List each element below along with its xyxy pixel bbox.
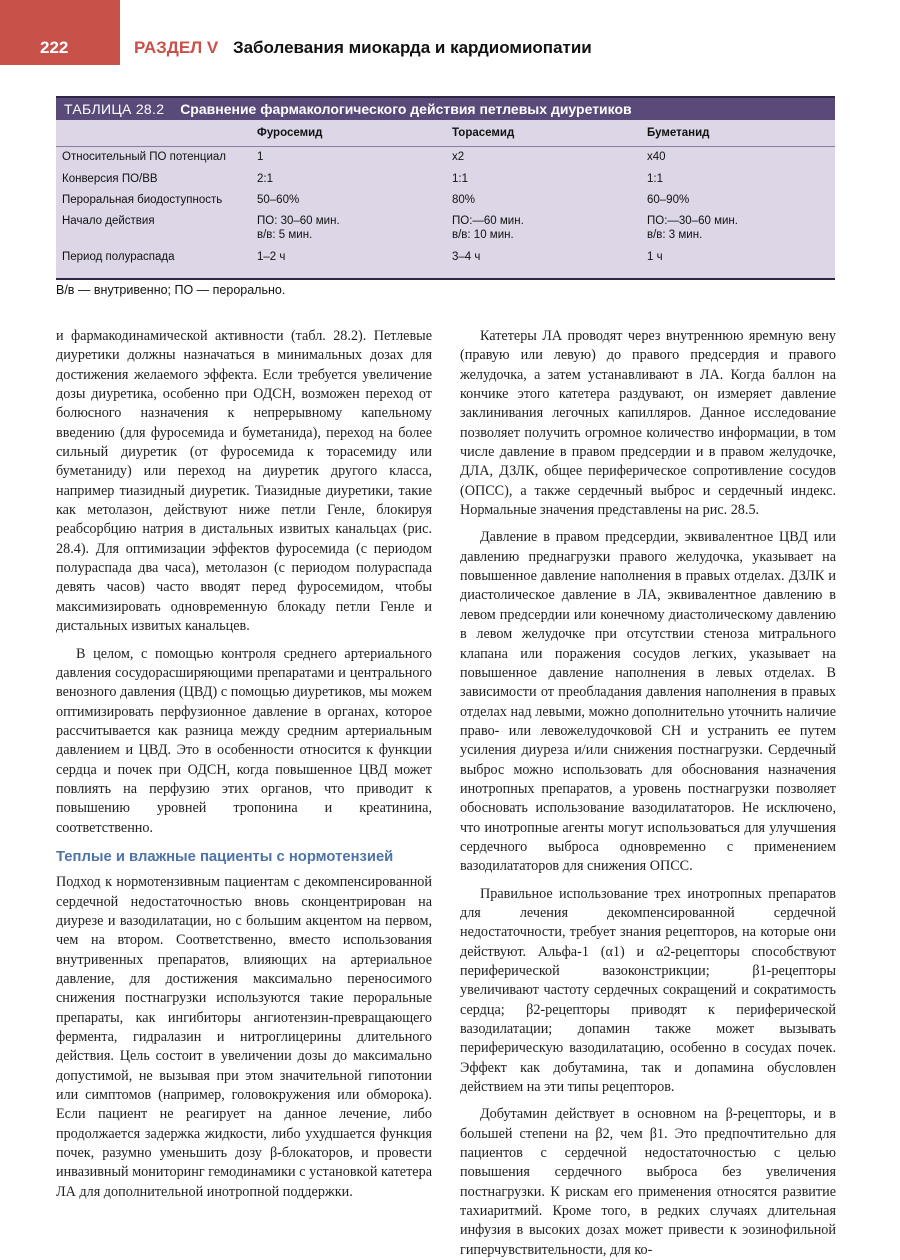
table-row xyxy=(56,147,835,169)
table-cell: ПО:—60 мин. в/в: 10 мин. xyxy=(452,214,524,241)
table-cell: 2:1 xyxy=(257,172,273,185)
comparison-table xyxy=(56,96,835,280)
body-paragraph: Подход к нормотензивным пациентам с декомпенсированной сердечной недостаточностью вновь сконцентрирован на диурезе и вазодилатации, но с большим акцентом на первом, чем на втором. Соответственно, вместо использования внутривенных препаратов, влияющих на артериальное давление, для достижения максимально переносимого снижения постнагрузки используются такие пероральные препараты, как ингибиторы ангиотензин-превращающего фермента, гидралазин и нитроглицерины длительного действия. Цель состоит в увеличении дозы до максимально допустимой, не вызывая при этом значительной гипотонии или симптомов (например, головокружения или обморока). Если пациент не реагирует на данное лечение, либо продолжается задержка жидкости, либо ухудшается функция почек, разумно уменьшить дозу β-блокаторов, и провести инвазивный мониторинг гемодинамики с установкой катетера ЛА для дополнительной инотропной поддержки. xyxy=(56,874,432,1200)
table-row xyxy=(56,211,835,247)
table-cell: 3–4 ч xyxy=(452,250,481,263)
table-row-label: Пероральная биодоступность xyxy=(62,193,223,206)
body-paragraph: Правильное использование трех инотропных препаратов для лечения декомпенсированной сердечной недостаточности, требует знания рецепторов, на которые они действуют. Альфа-1 (α1) и α2-рецепторы способствуют периферической вазоконстрикции; β1-рецепторы увеличивают частоту сердечных сокращений и сократимость сердца; β2-рецепторы приводят к периферической вазодилатации; допамин также может вызывать периферическую вазодилатацию, особенно в сосудах почек. Эффект как добутамина, так и допамина обусловлен действием на эти типы рецепторов. xyxy=(460,885,836,1096)
body-paragraph: Давление в правом предсердии, эквивалентное ЦВД или давлению преднагрузки правого желудочка, указывает на повышенное давление наполнения в правых отделах. ДЗЛК и диастолическое давление в ЛА, эквивалентное давлению в левом предсердии или конечному диастолическому давлению в левом желудочке при отсутствии стеноза митрального клапана или поражения сосудов легких, указывает на повышенное давление наполнения в левых отделах. В зависимости от преобладания давления наполнения в правых отделах над левыми, можно дополнительно уточнить наличие право- или левожелудочковой СН и устранить ее путем усиления диуреза и/или снижения постнагрузки. Сердечный выброс можно использовать для обоснования назначения инотропных препаратов, а уровень постнагрузки позволяет обосновать использование вазодилататоров. Не исключено, что инотропные агенты могут использоваться для улучшения сердечного выброса одновременно с применением вазодилататоров для снижения ОПСС. xyxy=(460,529,836,875)
table-cell: 1 ч xyxy=(647,250,663,263)
table-row xyxy=(56,247,835,269)
table-cell: ПО: 30–60 мин. в/в: 5 мин. xyxy=(257,214,340,241)
subsection-heading: Теплые и влажные пациенты с нормотензией xyxy=(56,848,394,865)
table-cell: 50–60% xyxy=(257,193,300,206)
table-cell: 1 xyxy=(257,151,264,163)
body-paragraph: В целом, с помощью контроля среднего артериального давления сосудорасширяющими препаратами и центрального венозного давления (ЦВД) с помощью диуретиков, мы можем оптимизировать перфузионное давление в органах, которое рассчитывается как разница между средним артериальным давлением и ЦВД. Это в особенности относится к функции сердца и почек при ОДСН, когда повышенное ЦВД может повлиять на перфузию этих органов, что приводит к повышению уровней тропонина и креатинина, соответственно. xyxy=(56,645,432,836)
table-header-cell xyxy=(56,120,253,147)
table-row xyxy=(56,169,835,190)
running-header xyxy=(134,38,860,58)
right-column xyxy=(460,327,836,1260)
table-caption-title: Сравнение фармакологического действия петлевых диуретиков xyxy=(180,101,632,117)
section-label: РАЗДЕЛ V xyxy=(134,38,219,57)
table-cell: ПО:—30–60 мин. в/в: 3 мин. xyxy=(647,214,738,241)
table-cell: 1:1 xyxy=(647,172,663,185)
table-row-label: Относительный ПО потенциал xyxy=(62,151,226,163)
body-paragraph: Добутамин действует в основном на β-рецепторы, и в большей степени на β2, чем β1. Это предпочтительно для пациентов с сердечной недостаточностью с целью повышения сердечного выброса без увеличения постнагрузки. К рискам его применения относятся развитие тахиаритмий. Кроме того, в редких случаях длительная инфузия в высоких дозах может привести к эозинофильной гиперчувствительности, для ко- xyxy=(460,1106,836,1258)
table-cell: 1:1 xyxy=(452,172,468,185)
table-row-label: Период полураспада xyxy=(62,250,175,263)
table-cell: x2 xyxy=(452,151,465,163)
table-header-cell: Торасемид xyxy=(448,120,643,147)
body-paragraph: и фармакодинамической активности (табл. 28.2). Петлевые диуретики должны назначаться в минимальных дозах для достижения желаемого эффекта. Если требуется увеличение дозы диуретика, особенно при ОДСН, возможен переход от болюсного назначения к непрерывному капельному введению (для фуросемида и буметанида), переход на более сильный диуретик (от фуросемида к торасемиду или буметаниду) или переход на диуретик другого класса, например тиазидный диуретик. Тиазидные диуретики, такие как метолазон, действуют ниже петли Генле, блокируя реабсорбцию натрия в дистальных извитых канальцах (рис. 28.4). Для оптимизации эффектов фуросемида (с периодом полураспада два часа), метолазон (с периодом полураспада девять часов) часто вводят перед фуросемидом, чтобы максимизировать одновременную блокаду петли Генле и дистальных извитых канальцев. xyxy=(56,328,432,635)
table-cell: 1–2 ч xyxy=(257,250,286,263)
table-cell: 60–90% xyxy=(647,193,690,206)
table-header-row xyxy=(56,120,835,147)
drug-table xyxy=(56,120,835,269)
table-header-cell: Буметанид xyxy=(643,120,835,147)
table-cell: x40 xyxy=(647,151,666,163)
table-caption xyxy=(56,98,835,120)
table-footnote: В/в — внутривенно; ПО — перорально. xyxy=(56,283,286,297)
table-header-cell: Фуросемид xyxy=(253,120,448,147)
body-paragraph: Катетеры ЛА проводят через внутреннюю яремную вену (правую или левую) до правого предсердия и правого желудочка, а затем устанавливают в ЛА. Когда баллон на кончике этого катетера раздувают, он измеряет давление заклинивания легочных капилляров. Данное исследование позволяет получить огромное количество информации, в том числе давление в правом предсердии и в правом желудочке, ДЛА, ДЗЛК, общее периферическое сопротивление сосудов (ОПСС), а также сердечный выброс и сердечный индекс. Нормальные значения представлены на рис. 28.5. xyxy=(460,328,836,519)
table-cell: 80% xyxy=(452,193,476,206)
table-row-label: Конверсия ПО/ВВ xyxy=(62,172,158,185)
table-row-label: Начало действия xyxy=(62,214,155,227)
section-title: Заболевания миокарда и кардиомиопатии xyxy=(232,38,592,57)
left-column xyxy=(56,327,432,1202)
table-caption-label: ТАБЛИЦА 28.2 xyxy=(64,101,165,117)
table-row xyxy=(56,190,835,211)
page-number: 222 xyxy=(40,38,69,57)
